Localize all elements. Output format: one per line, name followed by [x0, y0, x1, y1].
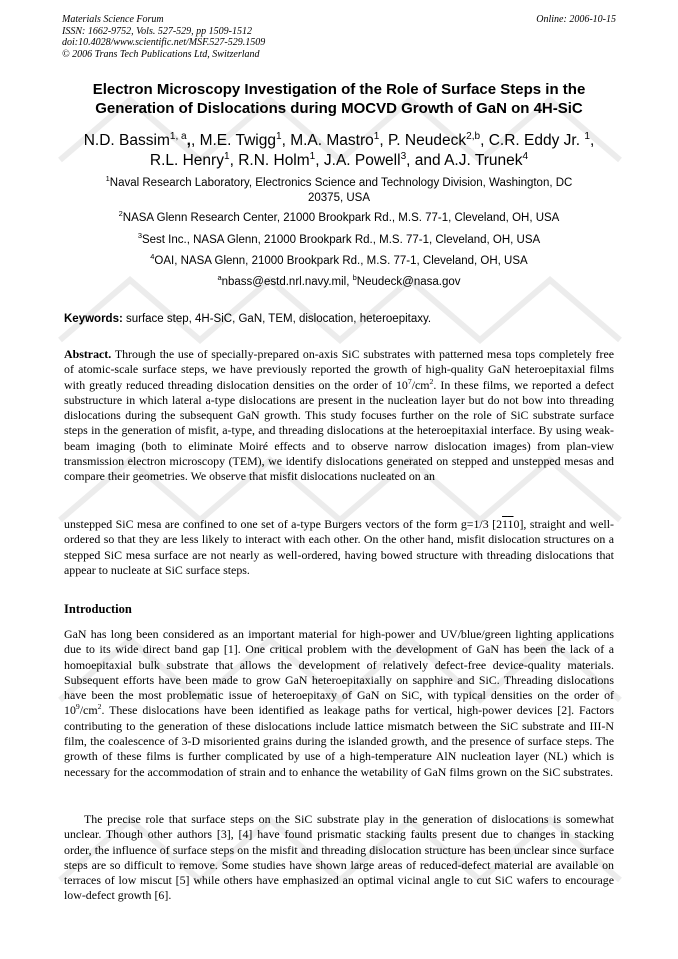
abstract-text: . In these films, we reported a defect substructure in which lateral a-type dislocations are present in the nucleation layer but do not bow into threading dislocations during the subsequent GaN growth. This study focuses further on the role of SiC substrate surface steps in the generation of misfit, a-type, and threading dislocations at the heteroepitaxial interface. By using weak-beam imaging (both to eliminate Moiré effects and to observe narrow dislocation images) from plan-view transmission electron microscopy (TEM), we identify dislocations generated on stepped and unstepped mesas and compare their geometries. We observe that misfit dislocations nucleated on an	[64, 377, 614, 484]
journal-name: Materials Science Forum	[62, 14, 164, 25]
affiliation-2	[62, 211, 616, 226]
affiliation-text: Sest Inc., NASA Glenn, 21000 Brookpark Rd., M.S. 77-1, Cleveland, OH, USA	[141, 234, 541, 246]
author-name: , M.E. Twigg	[190, 132, 276, 149]
author-name: , R.N. Holm	[229, 152, 310, 169]
author-affiliation-mark: 1, a	[169, 130, 187, 142]
exponent: 9	[75, 702, 80, 712]
affiliation-4	[62, 254, 616, 269]
author-name: , J.A. Powell	[315, 152, 401, 169]
affiliation-1	[62, 176, 616, 206]
copyright-line: © 2006 Trans Tech Publications Ltd, Switzerland	[62, 48, 260, 60]
author-affiliation-mark: 1	[373, 130, 380, 142]
abstract-text: unstepped SiC mesa are confined to one set of a-type Burgers vectors of the form g=1/3	[64, 517, 493, 531]
email-mark: b	[352, 273, 357, 283]
title-line-2: Generation of Dislocations during MOCVD Growth of GaN on 4H-SiC	[95, 100, 583, 117]
issn-line: ISSN: 1662-9752, Vols. 527-529, pp 1509-1512	[62, 25, 252, 37]
miller-index: [2	[492, 517, 503, 531]
author-name: R.L. Henry	[149, 152, 224, 169]
author-list	[62, 131, 616, 171]
affiliation-3	[62, 233, 616, 248]
abstract-text: Through the use of specially-prepared on-axis SiC substrates with patterned mesa tops completely free of atomic-scale surface steps, we have previously reported the growth of high-quality GaN heteroepitaxial films with greatly reduced threading dislocation densities on the order of 10	[64, 347, 614, 392]
author-name: N.D. Bassim	[83, 132, 170, 149]
abstract-paragraph-1	[64, 347, 614, 485]
author-affiliation-mark: 1	[309, 150, 316, 162]
author-affiliation-mark: 4	[522, 150, 529, 162]
intro-text: /cm	[79, 703, 98, 718]
keywords	[64, 312, 616, 326]
doi-line: doi:10.4028/www.scientific.net/MSF.527-529.1509	[62, 37, 266, 49]
affiliation-mark: 2	[118, 209, 123, 219]
author-affiliation-mark: 1	[223, 150, 230, 162]
exponent: 7	[407, 376, 412, 386]
introduction-paragraph-2: The precise role that surface steps on the SiC substrate play in the generation of dislocations is somewhat unclear. Though other authors [3], [4] have found prismatic stacking faults present due to changes in stacking order, the influence of surface steps on the misfit and threading dislocation structure has been unclear since surface steps are so difficult to remove. Some studies have shown large areas of reduced-defect material are available on terraces of low miscut [5] while others have emphasized an optimal vicinal angle to cut SiC wafers to encourage low-defect growth [6].	[64, 812, 614, 903]
author-line-1: N.D. Bassim$^{1, a}$,, M.E. Twigg$^1$, M.A. Mastro$^1$, P. Neudeck$^{2,b}$, C.R. Eddy Jr. $^1$,	[83, 130, 595, 149]
miller-index: 0]	[513, 517, 524, 531]
author-name: , P. Neudeck	[379, 132, 467, 149]
author-name: , C.R. Eddy Jr.	[480, 132, 585, 149]
email-address[interactable]: nbass@estd.nrl.navy.mil,	[221, 276, 353, 288]
author-affiliation-mark: 2,b	[466, 130, 481, 142]
affiliation-text: NASA Glenn Research Center, 21000 Brookpark Rd., M.S. 77-1, Cleveland, OH, USA	[122, 212, 560, 224]
author-line-2	[62, 151, 616, 171]
keywords-text: surface step, 4H-SiC, GaN, TEM, dislocation, heteroepitaxy.	[122, 313, 432, 325]
paper-title	[62, 80, 616, 118]
title-line-1: Electron Microscopy Investigation of the Role of Surface Steps in the	[92, 81, 586, 98]
author-name: , and A.J. Trunek	[406, 152, 523, 169]
introduction-paragraph-1	[64, 627, 614, 780]
affiliation-text: Naval Research Laboratory, Electronics Science and Technology Division, Washington, DC	[109, 177, 573, 189]
abstract-text: , straight and well-ordered so that they are less likely to interact with each other. On the other hand, misfit dislocation structures on a stepped SiC mesa surface are not nearly as well-ordered, having bowed structure with threading dislocations that appear to nucleate at SiC surface steps.	[64, 517, 614, 577]
author-affiliation-mark: 3	[400, 150, 407, 162]
miller-index-bar: 1	[507, 517, 514, 531]
journal-header	[62, 14, 616, 60]
affiliation-text: 20375, USA	[307, 192, 370, 204]
section-heading-introduction: Introduction	[64, 602, 132, 616]
abstract-paragraph-2	[64, 517, 614, 578]
keywords-label: Keywords:	[64, 313, 123, 325]
abstract-label: Abstract.	[64, 347, 112, 361]
affiliation-mark: 3	[137, 231, 142, 241]
intro-text: . These dislocations have been identified as leakage paths for vertical, high-power devices [2]. Factors contributing to the generation of these dislocations include lattice mismatch between the SiC substrate and III-N film, the coalescence of 3-D misoriented grains during the islanded growth, and the presence of surface steps. The growth of these films is further complicated by use of a high-temperature AlN nucleation layer (NL) which is necessary for the accommodation of strain and to enhance the wetability of GaN films grown on the SiC substrates.	[64, 703, 614, 779]
online-date: Online: 2006-10-15	[536, 14, 616, 25]
affiliation-mark: 1	[105, 174, 110, 184]
affiliation-text: OAI, NASA Glenn, 21000 Brookpark Rd., M.S. 77-1, Cleveland, OH, USA	[154, 255, 528, 267]
burgers-vector	[492, 517, 523, 531]
email-mark: a	[217, 273, 222, 283]
exponent: 2	[429, 376, 434, 386]
email-line	[62, 275, 616, 290]
author-affiliation-mark: 1	[275, 130, 282, 142]
abstract-text: /cm	[411, 377, 430, 392]
author-name: , M.A. Mastro	[281, 132, 374, 149]
email-address[interactable]: Neudeck@nasa.gov	[356, 276, 461, 288]
affiliation-mark: 4	[150, 252, 155, 262]
exponent: 2	[97, 702, 102, 712]
intro-text: GaN has long been considered as an important material for high-power and UV/blue/green lighting applications due to its wide direct band gap [1]. One critical problem with the development of GaN has been the lack of a homoepitaxial bulk substrate that allows the development of relatively defect-free device-quality materials. Subsequent efforts have been made to grow GaN heteroepitaxially on sapphire and SiC. Threading dislocations have been the most problematic issue of heteroepitaxy of GaN on SiC, with typical densities on the order of 10	[64, 627, 614, 718]
miller-index-bar: 1	[502, 517, 508, 531]
author-affiliation-mark: 1	[584, 130, 590, 142]
